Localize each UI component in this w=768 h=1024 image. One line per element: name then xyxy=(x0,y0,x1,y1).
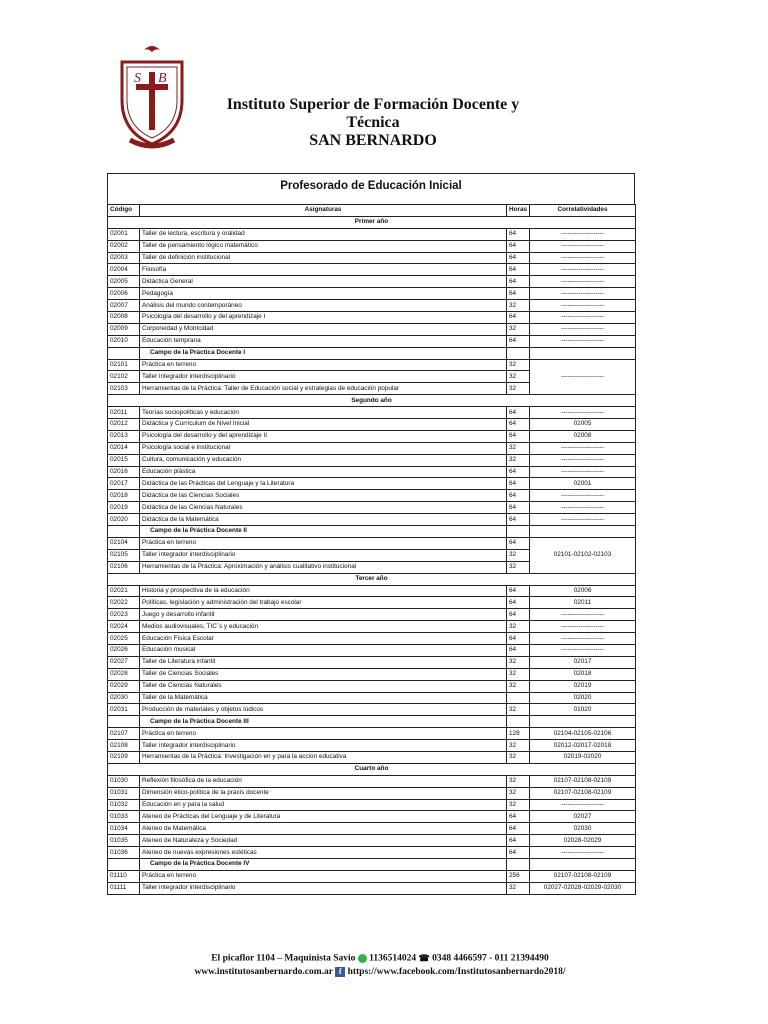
subject-name: Ateneo de Naturaleza y Sociedad xyxy=(140,835,507,847)
table-row xyxy=(108,597,636,609)
year-section-row xyxy=(108,573,636,585)
subject-code: 02023 xyxy=(108,609,140,621)
table-title: Profesorado de Educación Inicial xyxy=(107,173,635,198)
practice-field-row xyxy=(108,526,636,538)
footer-phones: 0348 4466597 - 011 21394490 xyxy=(432,953,549,964)
table-row xyxy=(108,847,636,859)
table-row xyxy=(108,276,636,288)
subject-hours: 32 xyxy=(507,787,530,799)
facebook-icon: f xyxy=(335,967,345,977)
subject-name: Psicología del desarrollo y del aprendizaje I xyxy=(140,312,507,324)
subject-prerequisites: 02011 xyxy=(530,597,636,609)
subject-name: Psicología social e institucional xyxy=(140,442,507,454)
table-row xyxy=(108,537,636,549)
practice-field-corr xyxy=(530,716,636,728)
subject-hours: 64 xyxy=(507,407,530,419)
subject-name: Taller de Literatura infantil xyxy=(140,656,507,668)
subject-name: Didáctica de las Prácticas del Lenguaje y la Literatura xyxy=(140,478,507,490)
subject-name: Taller de la Matemática xyxy=(140,692,507,704)
subject-prerequisites: -------------------- xyxy=(530,335,636,347)
table-row xyxy=(108,478,636,490)
subject-prerequisites: -------------------- xyxy=(530,323,636,335)
practice-field-hours xyxy=(507,347,530,359)
subject-prerequisites: -------------------- xyxy=(530,609,636,621)
subject-code: 02108 xyxy=(108,740,140,752)
subject-code: 01033 xyxy=(108,811,140,823)
subject-prerequisites: 02008 xyxy=(530,430,636,442)
table-row xyxy=(108,644,636,656)
subject-code: 02004 xyxy=(108,264,140,276)
subject-code: 02021 xyxy=(108,585,140,597)
subject-code: 02003 xyxy=(108,252,140,264)
subject-hours: 32 xyxy=(507,323,530,335)
svg-text:S: S xyxy=(134,71,141,86)
footer-address: El picaflor 1104 – Maquinista Savio xyxy=(211,953,356,964)
subject-hours: 32 xyxy=(507,383,530,395)
subject-name: Dimensión ético-política de la praxis docente xyxy=(140,787,507,799)
table-row xyxy=(108,430,636,442)
subject-name: Cultura, comunicación y educación xyxy=(140,454,507,466)
practice-field-hours xyxy=(507,716,530,728)
curriculum-table-box xyxy=(107,173,635,895)
subject-code: 01032 xyxy=(108,799,140,811)
subject-name: Ateneo de Prácticas del Lenguaje y de Literatura xyxy=(140,811,507,823)
table-row xyxy=(108,728,636,740)
table-row xyxy=(108,228,636,240)
subject-code: 02006 xyxy=(108,288,140,300)
subject-hours: 64 xyxy=(507,240,530,252)
institute-line1: Instituto Superior de Formación Docente y Técnica xyxy=(226,96,520,131)
subject-name: Herramientas de la Práctica: Investigación en y para la acción educativa xyxy=(140,751,507,763)
subject-prerequisites: 02027 xyxy=(530,811,636,823)
table-row xyxy=(108,442,636,454)
practice-field-label: Campo de la Práctica Docente III xyxy=(140,716,507,728)
subject-code: 02024 xyxy=(108,621,140,633)
subject-code: 02019 xyxy=(108,502,140,514)
table-row xyxy=(108,668,636,680)
cross-icon xyxy=(149,72,155,130)
table-row xyxy=(108,407,636,419)
subject-name: Taller de pensamiento lógico matemático xyxy=(140,240,507,252)
subject-name: Didáctica de las Ciencias Sociales xyxy=(140,490,507,502)
subject-code: 02016 xyxy=(108,466,140,478)
table-row xyxy=(108,704,636,716)
subject-name: Didáctica General xyxy=(140,276,507,288)
subject-prerequisites: 02019-02020 xyxy=(530,751,636,763)
subject-hours: 64 xyxy=(507,597,530,609)
subject-name: Taller de lectura, escritura y oralidad xyxy=(140,228,507,240)
subject-prerequisites: -------------------- xyxy=(530,454,636,466)
subject-name: Educación temprana xyxy=(140,335,507,347)
dove-icon xyxy=(144,46,160,52)
subject-prerequisites: 02107-02108-02109 xyxy=(530,787,636,799)
subject-name: Herramientas de la Práctica: Aproximación y análisis cualitativo institucional xyxy=(140,561,507,573)
subject-prerequisites: -------------------- xyxy=(530,502,636,514)
subject-name: Taller de Ciencias Naturales xyxy=(140,680,507,692)
subject-name: Pedagogía xyxy=(140,288,507,300)
subject-name: Práctica en terreno xyxy=(140,537,507,549)
subject-name: Herramientas de la Práctica: Taller de Educación social y estrategias de educación popular xyxy=(140,383,507,395)
subject-hours: 32 xyxy=(507,300,530,312)
subject-hours: 64 xyxy=(507,514,530,526)
subject-name: Taller integrador interdisciplinario xyxy=(140,882,507,894)
phone-icon: ☎ xyxy=(418,953,430,963)
subject-code: 02009 xyxy=(108,323,140,335)
subject-name: Taller de definición institucional xyxy=(140,252,507,264)
subject-code: 02031 xyxy=(108,704,140,716)
subject-code: 02027 xyxy=(108,656,140,668)
subject-prerequisites: -------------------- xyxy=(530,407,636,419)
table-row xyxy=(108,692,636,704)
subject-name: Práctica en terreno xyxy=(140,359,507,371)
table-row xyxy=(108,466,636,478)
table-row xyxy=(108,312,636,324)
subject-prerequisites: 02006 xyxy=(530,585,636,597)
practice-field-code xyxy=(108,526,140,538)
subject-code: 02103 xyxy=(108,383,140,395)
subject-hours: 64 xyxy=(507,847,530,859)
footer-website[interactable]: www.institutosanbernardo.com.ar xyxy=(194,966,333,977)
table-row xyxy=(108,823,636,835)
subject-prerequisites: 02018 xyxy=(530,668,636,680)
table-row xyxy=(108,680,636,692)
subject-prerequisites: -------------------- xyxy=(530,300,636,312)
subject-hours: 32 xyxy=(507,454,530,466)
subject-code: 01036 xyxy=(108,847,140,859)
whatsapp-icon xyxy=(358,954,367,963)
subject-code: 02015 xyxy=(108,454,140,466)
subject-hours: 64 xyxy=(507,609,530,621)
subject-hours: 32 xyxy=(507,561,530,573)
subject-hours: 32 xyxy=(507,740,530,752)
subject-hours: 32 xyxy=(507,799,530,811)
subject-hours: 32 xyxy=(507,621,530,633)
subject-prerequisites: -------------------- xyxy=(530,514,636,526)
practice-field-label: Campo de la Práctica Docente IV xyxy=(140,858,507,870)
subject-hours: 32 xyxy=(507,751,530,763)
table-row xyxy=(108,621,636,633)
subject-hours xyxy=(507,692,530,704)
subject-name: Educación Física Escolar xyxy=(140,633,507,645)
practice-field-row xyxy=(108,347,636,359)
subject-name: Ateneo de Matemática xyxy=(140,823,507,835)
table-row xyxy=(108,490,636,502)
subject-prerequisites: 02001 xyxy=(530,478,636,490)
svg-text:B: B xyxy=(158,71,167,86)
col-header-subjects: Asignaturas xyxy=(140,205,507,217)
subject-hours: 64 xyxy=(507,823,530,835)
subject-prerequisites: 02030 xyxy=(530,823,636,835)
subject-code: 01035 xyxy=(108,835,140,847)
table-row xyxy=(108,775,636,787)
subject-code: 02012 xyxy=(108,419,140,431)
subject-hours: 64 xyxy=(507,490,530,502)
subject-prerequisites: 02027-02028-02029-02030 xyxy=(530,882,636,894)
subject-code: 01110 xyxy=(108,870,140,882)
table-row xyxy=(108,870,636,882)
practice-field-row xyxy=(108,716,636,728)
subject-hours: 32 xyxy=(507,442,530,454)
subject-hours: 64 xyxy=(507,811,530,823)
subject-name: Educación plástica xyxy=(140,466,507,478)
table-row xyxy=(108,502,636,514)
col-header-hours: Horas xyxy=(507,205,530,217)
practice-field-label: Campo de la Práctica Docente II xyxy=(140,526,507,538)
table-row xyxy=(108,514,636,526)
table-row xyxy=(108,300,636,312)
table-row xyxy=(108,252,636,264)
subject-prerequisites: -------------------- xyxy=(530,847,636,859)
subject-name: Filosofía xyxy=(140,264,507,276)
subject-code: 02105 xyxy=(108,549,140,561)
subject-name: Ateneo de nuevas expresiones estéticas xyxy=(140,847,507,859)
footer-line1 xyxy=(140,952,620,966)
subject-name: Didáctica de la Matemática xyxy=(140,514,507,526)
subject-name: Taller integrador interdisciplinario xyxy=(140,371,507,383)
subject-hours: 32 xyxy=(507,775,530,787)
subject-hours: 32 xyxy=(507,359,530,371)
subject-code: 02106 xyxy=(108,561,140,573)
table-row xyxy=(108,240,636,252)
practice-field-code xyxy=(108,858,140,870)
subject-code: 02109 xyxy=(108,751,140,763)
subject-hours: 32 xyxy=(507,882,530,894)
subject-code: 02026 xyxy=(108,644,140,656)
subject-name: Reflexión filosófica de la educación xyxy=(140,775,507,787)
subject-code: 02008 xyxy=(108,312,140,324)
subject-code: 01030 xyxy=(108,775,140,787)
subject-code: 02007 xyxy=(108,300,140,312)
subject-hours: 64 xyxy=(507,430,530,442)
year-section-label: Segundo año xyxy=(108,395,636,407)
table-row xyxy=(108,288,636,300)
subject-name: Taller integrador interdisciplinario xyxy=(140,549,507,561)
subject-code: 02022 xyxy=(108,597,140,609)
subject-prerequisites: 02020 xyxy=(530,692,636,704)
practice-field-code xyxy=(108,347,140,359)
subject-name: Psicología del desarrollo y del aprendizaje II xyxy=(140,430,507,442)
subject-hours: 64 xyxy=(507,466,530,478)
subject-hours: 64 xyxy=(507,228,530,240)
practice-field-hours xyxy=(507,858,530,870)
subject-prerequisites: 02104-02105-02106 xyxy=(530,728,636,740)
institute-name xyxy=(200,96,546,150)
table-row xyxy=(108,656,636,668)
subject-code: 02101 xyxy=(108,359,140,371)
subject-prerequisites: -------------------- xyxy=(530,799,636,811)
practice-field-label: Campo de la Práctica Docente I xyxy=(140,347,507,359)
subject-hours: 64 xyxy=(507,252,530,264)
table-row xyxy=(108,264,636,276)
table-row xyxy=(108,751,636,763)
table-row xyxy=(108,835,636,847)
subject-hours: 128 xyxy=(507,728,530,740)
subject-code: 02002 xyxy=(108,240,140,252)
subject-name: Práctica en terreno xyxy=(140,870,507,882)
subject-hours: 64 xyxy=(507,419,530,431)
subject-prerequisites: 02005 xyxy=(530,419,636,431)
subject-code: 02020 xyxy=(108,514,140,526)
table-row xyxy=(108,882,636,894)
subject-name: Corporeidad y Motricidad xyxy=(140,323,507,335)
subject-hours: 32 xyxy=(507,668,530,680)
table-row xyxy=(108,323,636,335)
subject-name: Historia y prospectiva de la educación xyxy=(140,585,507,597)
subject-prerequisites: -------------------- xyxy=(530,264,636,276)
year-section-row xyxy=(108,395,636,407)
subject-prerequisites: -------------------- xyxy=(530,252,636,264)
subject-code: 01031 xyxy=(108,787,140,799)
subject-name: Teorías sociopolíticas y educación xyxy=(140,407,507,419)
curriculum-table xyxy=(107,204,636,895)
subject-hours: 32 xyxy=(507,371,530,383)
table-row xyxy=(108,787,636,799)
subject-code: 02028 xyxy=(108,668,140,680)
subject-prerequisites: 02012-02017-02018 xyxy=(530,740,636,752)
subject-code: 02102 xyxy=(108,371,140,383)
subject-name: Didáctica de las Ciencias Naturales xyxy=(140,502,507,514)
subject-hours: 64 xyxy=(507,312,530,324)
table-row xyxy=(108,609,636,621)
subject-prerequisites: 02019 xyxy=(530,680,636,692)
col-header-prerequisites: Correlatividades xyxy=(530,205,636,217)
table-row xyxy=(108,454,636,466)
subject-code: 02011 xyxy=(108,407,140,419)
subject-code: 02010 xyxy=(108,335,140,347)
subject-name: Práctica en terreno xyxy=(140,728,507,740)
subject-prerequisites: -------------------- xyxy=(530,442,636,454)
subject-prerequisites: 02107-02108-02109 xyxy=(530,775,636,787)
year-section-row xyxy=(108,763,636,775)
subject-code: 02104 xyxy=(108,537,140,549)
subject-hours: 32 xyxy=(507,680,530,692)
table-row xyxy=(108,585,636,597)
table-row xyxy=(108,633,636,645)
subject-name: Taller integrador interdisciplinario xyxy=(140,740,507,752)
subject-prerequisites: -------------------- xyxy=(530,490,636,502)
subject-name: Juego y desarrollo infantil xyxy=(140,609,507,621)
subject-name: Educación musical xyxy=(140,644,507,656)
subject-hours: 64 xyxy=(507,335,530,347)
subject-hours: 32 xyxy=(507,656,530,668)
subject-name: Políticas, legislación y administración del trabajo escolar xyxy=(140,597,507,609)
subject-prerequisites: -------------------- xyxy=(530,312,636,324)
subject-hours: 64 xyxy=(507,835,530,847)
table-header-row xyxy=(108,205,636,217)
subject-hours: 64 xyxy=(507,644,530,656)
subject-code: 01034 xyxy=(108,823,140,835)
subject-code: 02018 xyxy=(108,490,140,502)
table-row xyxy=(108,335,636,347)
subject-prerequisites: 02101-02102-02103 xyxy=(530,537,636,573)
year-section-label: Primer año xyxy=(108,216,636,228)
subject-code: 02107 xyxy=(108,728,140,740)
table-row xyxy=(108,811,636,823)
subject-prerequisites: -------------------- xyxy=(530,644,636,656)
subject-code: 01111 xyxy=(108,882,140,894)
subject-name: Análisis del mundo contemporáneo xyxy=(140,300,507,312)
col-header-code: Código xyxy=(108,205,140,217)
subject-hours: 64 xyxy=(507,537,530,549)
subject-prerequisites: 01020 xyxy=(530,704,636,716)
table-row xyxy=(108,799,636,811)
subject-code: 02017 xyxy=(108,478,140,490)
footer-facebook[interactable]: https://www.facebook.com/Institutosanbernardo2018/ xyxy=(347,966,566,977)
subject-hours: 64 xyxy=(507,633,530,645)
subject-hours: 32 xyxy=(507,549,530,561)
subject-code: 02014 xyxy=(108,442,140,454)
subject-prerequisites: 02107-02108-02109 xyxy=(530,870,636,882)
practice-field-corr xyxy=(530,347,636,359)
subject-name: Producción de materiales y objetos lúdicos xyxy=(140,704,507,716)
practice-field-corr xyxy=(530,526,636,538)
subject-name: Medios audiovisuales, TIC´s y educación xyxy=(140,621,507,633)
subject-code: 02030 xyxy=(108,692,140,704)
practice-field-code xyxy=(108,716,140,728)
footer-line2 xyxy=(140,966,620,979)
subject-prerequisites: -------------------- xyxy=(530,276,636,288)
subject-name: Educación en y para la salud xyxy=(140,799,507,811)
subject-prerequisites: -------------------- xyxy=(530,228,636,240)
institute-line2: SAN BERNARDO xyxy=(309,132,437,149)
subject-prerequisites: 02017 xyxy=(530,656,636,668)
year-section-label: Cuarto año xyxy=(108,763,636,775)
table-row xyxy=(108,419,636,431)
subject-prerequisites: -------------------- xyxy=(530,633,636,645)
subject-hours: 64 xyxy=(507,585,530,597)
subject-name: Didáctica y Currículum de Nivel Inicial xyxy=(140,419,507,431)
footer xyxy=(140,952,620,979)
subject-code: 02001 xyxy=(108,228,140,240)
subject-prerequisites: -------------------- xyxy=(530,359,636,395)
subject-hours: 64 xyxy=(507,502,530,514)
subject-code: 02029 xyxy=(108,680,140,692)
subject-hours: 32 xyxy=(507,704,530,716)
subject-hours: 64 xyxy=(507,276,530,288)
subject-hours: 64 xyxy=(507,264,530,276)
subject-name: Taller de Ciencias Sociales xyxy=(140,668,507,680)
subject-hours: 64 xyxy=(507,478,530,490)
subject-code: 02005 xyxy=(108,276,140,288)
subject-hours: 64 xyxy=(507,288,530,300)
footer-whatsapp: 1136514024 xyxy=(369,953,417,964)
subject-prerequisites: -------------------- xyxy=(530,621,636,633)
subject-prerequisites: -------------------- xyxy=(530,240,636,252)
subject-code: 02013 xyxy=(108,430,140,442)
table-row xyxy=(108,359,636,371)
year-section-label: Tercer año xyxy=(108,573,636,585)
subject-prerequisites: 02028-02029 xyxy=(530,835,636,847)
subject-code: 02025 xyxy=(108,633,140,645)
subject-prerequisites: -------------------- xyxy=(530,288,636,300)
subject-hours: 256 xyxy=(507,870,530,882)
institute-logo xyxy=(112,40,192,152)
practice-field-corr xyxy=(530,858,636,870)
table-row xyxy=(108,740,636,752)
practice-field-row xyxy=(108,858,636,870)
year-section-row xyxy=(108,216,636,228)
subject-prerequisites: -------------------- xyxy=(530,466,636,478)
practice-field-hours xyxy=(507,526,530,538)
